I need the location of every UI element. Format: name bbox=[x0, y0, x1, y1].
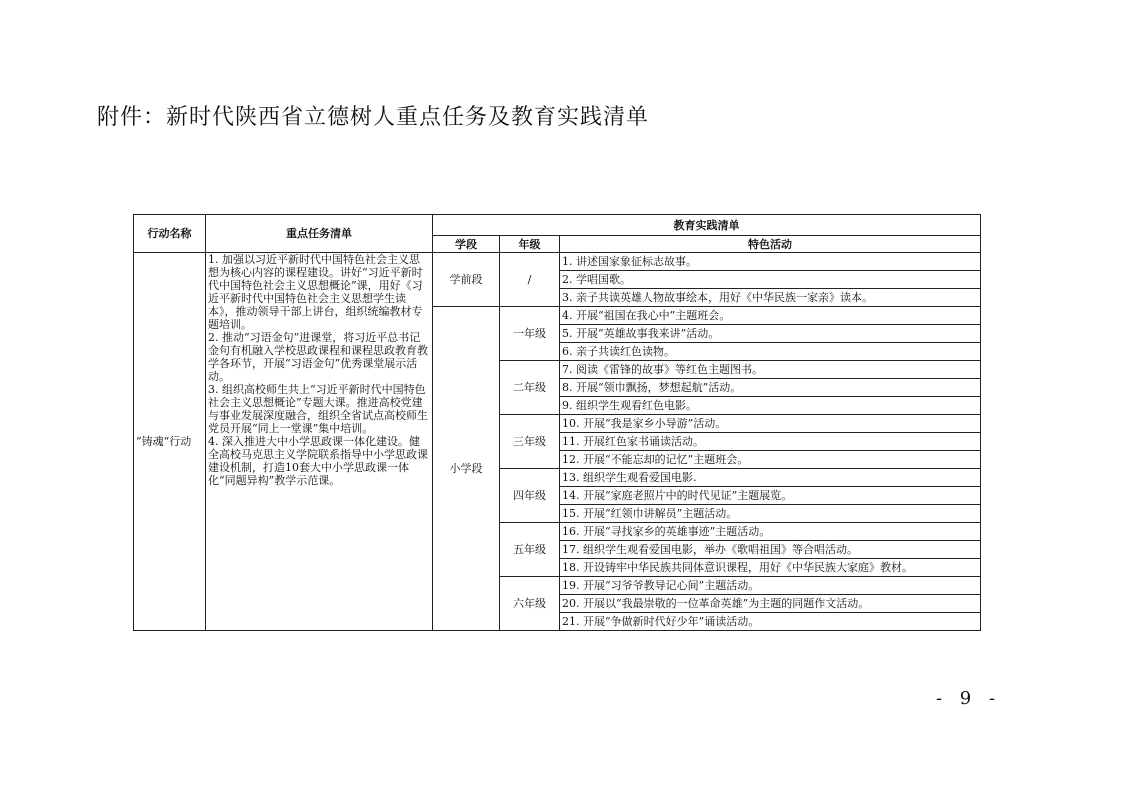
activity-item: 10. 开展“我是家乡小导游”活动。 bbox=[560, 415, 981, 433]
grade-cell: 四年级 bbox=[500, 469, 560, 523]
activity-item: 15. 开展“红领巾讲解员”主题活动。 bbox=[560, 505, 981, 523]
activity-item: 12. 开展“不能忘却的记忆”主题班会。 bbox=[560, 451, 981, 469]
activity-item: 7. 阅读《雷锋的故事》等红色主题图书。 bbox=[560, 361, 981, 379]
activity-item: 17. 组织学生观看爱国电影，举办《歌唱祖国》等合唱活动。 bbox=[560, 541, 981, 559]
activity-item: 5. 开展“英雄故事我来讲”活动。 bbox=[560, 325, 981, 343]
activity-item: 3. 亲子共读英雄人物故事绘本，用好《中华民族一家亲》读本。 bbox=[560, 289, 981, 307]
task-item: 2. 推动“习语金句”进课堂，将习近平总书记金句有机融入学校思政课程和课程思政教育教学各环节，开展“习语金句”优秀课堂展示活动。 bbox=[208, 331, 428, 383]
grade-preschool: / bbox=[500, 253, 560, 307]
grade-cell: 一年级 bbox=[500, 307, 560, 361]
task-practice-table bbox=[133, 214, 981, 631]
activity-item: 1. 讲述国家象征标志故事。 bbox=[560, 253, 981, 271]
activity-item: 8. 开展“领巾飘扬，梦想起航”活动。 bbox=[560, 379, 981, 397]
header-practice-list: 教育实践清单 bbox=[433, 215, 981, 236]
header-action-name: 行动名称 bbox=[134, 215, 206, 253]
activity-item: 11. 开展红色家书诵读活动。 bbox=[560, 433, 981, 451]
task-item: 3. 组织高校师生共上“习近平新时代中国特色社会主义思想概论”专题大课。推进高校党建与事业发展深度融合，组织全省试点高校师生党员开展“同上一堂课”集中培训。 bbox=[208, 383, 428, 435]
stage-primary: 小学段 bbox=[433, 307, 500, 631]
activity-item: 4. 开展“祖国在我心中”主题班会。 bbox=[560, 307, 981, 325]
table-row bbox=[134, 253, 981, 271]
activity-item: 21. 开展“争做新时代好少年”诵读活动。 bbox=[560, 613, 981, 631]
activity-item: 20. 开展以“我最崇敬的一位革命英雄”为主题的同题作文活动。 bbox=[560, 595, 981, 613]
grade-cell: 三年级 bbox=[500, 415, 560, 469]
action-name-cell: “铸魂“行动 bbox=[134, 253, 206, 631]
header-grade: 年级 bbox=[500, 236, 560, 253]
page-title: 附件：新时代陕西省立德树人重点任务及教育实践清单 bbox=[97, 105, 650, 130]
activity-item: 9. 组织学生观看红色电影。 bbox=[560, 397, 981, 415]
activity-item: 14. 开展“家庭老照片中的时代见证”主题展览。 bbox=[560, 487, 981, 505]
task-item: 4. 深入推进大中小学思政课一体化建设。健全高校马克思主义学院联系指导中小学思政课建设机制，打造10套大中小学思政课一体化“同题异构”教学示范课。 bbox=[208, 435, 428, 487]
grade-cell: 五年级 bbox=[500, 523, 560, 577]
stage-preschool: 学前段 bbox=[433, 253, 500, 307]
activity-item: 13. 组织学生观看爱国电影. bbox=[560, 469, 981, 487]
activity-item: 19. 开展“习爷爷教导记心间”主题活动。 bbox=[560, 577, 981, 595]
grade-cell: 六年级 bbox=[500, 577, 560, 631]
task-item: 1. 加强以习近平新时代中国特色社会主义思想为核心内容的课程建设。讲好“习近平新时代中国特色社会主义思想概论”课，用好《习近平新时代中国特色社会主义思想学生读本》，推动领导干部上讲台，组织统编教材专题培训。 bbox=[208, 253, 423, 331]
header-activity: 特色活动 bbox=[560, 236, 981, 253]
header-stage: 学段 bbox=[433, 236, 500, 253]
activity-item: 18. 开设铸牢中华民族共同体意识课程，用好《中华民族大家庭》教材。 bbox=[560, 559, 981, 577]
grade-cell: 二年级 bbox=[500, 361, 560, 415]
activity-item: 6. 亲子共读红色读物。 bbox=[560, 343, 981, 361]
header-task-list: 重点任务清单 bbox=[206, 215, 433, 253]
activity-item: 2. 学唱国歌。 bbox=[560, 271, 981, 289]
activity-item: 16. 开展“寻找家乡的英雄事迹”主题活动。 bbox=[560, 523, 981, 541]
task-list-cell bbox=[206, 253, 433, 631]
page-number: - 9 - bbox=[936, 688, 1002, 709]
